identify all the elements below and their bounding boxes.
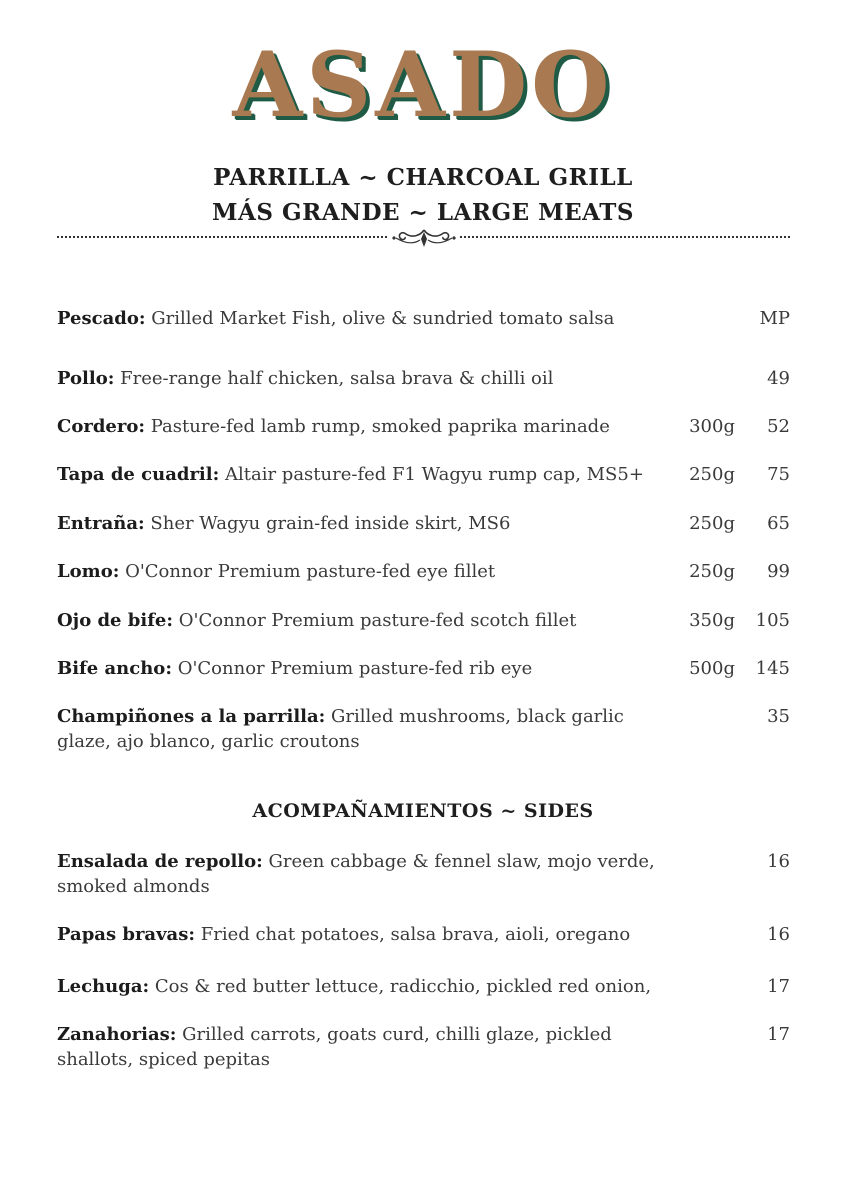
item-detail: Altair pasture-fed F1 Wagyu rump cap, MS5+: [219, 464, 644, 485]
item-weight: 250g: [689, 561, 735, 582]
item-description: [57, 608, 677, 633]
item-weight: 300g: [689, 416, 735, 437]
item-weight: 500g: [689, 658, 735, 679]
item-price: 35: [767, 706, 790, 727]
item-detail: Pasture-fed lamb rump, smoked paprika marinade: [145, 416, 610, 437]
item-detail: Sher Wagyu grain-fed inside skirt, MS6: [144, 513, 511, 534]
sides-heading: ACOMPAÑAMIENTOS ~ SIDES: [252, 800, 594, 822]
item-name: Champiñones a la parrilla:: [57, 706, 326, 727]
item-weight: 250g: [689, 513, 735, 534]
item-name: Bife ancho:: [57, 658, 172, 679]
item-description: [57, 656, 677, 681]
item-description: [57, 704, 677, 754]
item-name: Pescado:: [57, 308, 146, 329]
item-name: Ojo de bife:: [57, 610, 174, 631]
item-detail: Grilled mushrooms, black garlic glaze, ajo blanco, garlic croutons: [57, 706, 624, 752]
restaurant-logo: ASADO: [232, 32, 614, 138]
item-name: Papas bravas:: [57, 924, 195, 945]
item-price: 105: [755, 610, 790, 631]
item-weight: 250g: [689, 464, 735, 485]
ornamental-divider: [57, 226, 790, 250]
item-name: Zanahorias:: [57, 1024, 177, 1045]
item-name: Tapa de cuadril:: [57, 464, 220, 485]
item-description: [57, 414, 677, 439]
item-price: MP: [759, 308, 790, 329]
menu-heading-large-meats: MÁS GRANDE ~ LARGE MEATS: [212, 199, 634, 226]
item-description: [57, 1022, 677, 1072]
item-name: Entraña:: [57, 513, 145, 534]
item-description: [57, 559, 677, 584]
item-detail: O'Connor Premium pasture-fed scotch fillet: [173, 610, 577, 631]
item-name: Lechuga:: [57, 976, 150, 997]
dotted-rule-right: [460, 236, 790, 238]
item-price: 75: [767, 464, 790, 485]
item-price: 65: [767, 513, 790, 534]
item-price: 16: [767, 851, 790, 872]
item-detail: Cos & red butter lettuce, radicchio, pickled red onion,: [149, 976, 652, 997]
item-description: [57, 511, 677, 536]
item-price: 17: [767, 976, 790, 997]
item-detail: O'Connor Premium pasture-fed eye fillet: [119, 561, 496, 582]
item-name: Cordero:: [57, 416, 145, 437]
item-description: [57, 974, 677, 999]
item-name: Lomo:: [57, 561, 120, 582]
item-price: 99: [767, 561, 790, 582]
item-detail: O'Connor Premium pasture-fed rib eye: [171, 658, 533, 679]
item-name: Ensalada de repollo:: [57, 851, 263, 872]
item-detail: Grilled carrots, goats curd, chilli glaze, pickled shallots, spiced pepitas: [57, 1024, 612, 1070]
flourish-ornament-icon: [390, 226, 458, 250]
item-detail: Green cabbage & fennel slaw, mojo verde, smoked almonds: [57, 851, 655, 897]
menu-heading-grill: PARRILLA ~ CHARCOAL GRILL: [213, 164, 633, 191]
item-name: Pollo:: [57, 368, 115, 389]
item-price: 52: [767, 416, 790, 437]
item-price: 17: [767, 1024, 790, 1045]
item-description: [57, 462, 677, 487]
item-description: [57, 922, 677, 947]
item-description: [57, 366, 677, 391]
item-detail: Grilled Market Fish, olive & sundried tomato salsa: [145, 308, 615, 329]
item-description: [57, 306, 677, 331]
item-weight: 350g: [689, 610, 735, 631]
dotted-rule-left: [57, 236, 387, 238]
item-description: [57, 849, 677, 899]
item-price: 145: [755, 658, 790, 679]
item-price: 49: [767, 368, 790, 389]
item-detail: Free-range half chicken, salsa brava & chilli oil: [114, 368, 554, 389]
item-detail: Fried chat potatoes, salsa brava, aioli, oregano: [195, 924, 631, 945]
item-price: 16: [767, 924, 790, 945]
